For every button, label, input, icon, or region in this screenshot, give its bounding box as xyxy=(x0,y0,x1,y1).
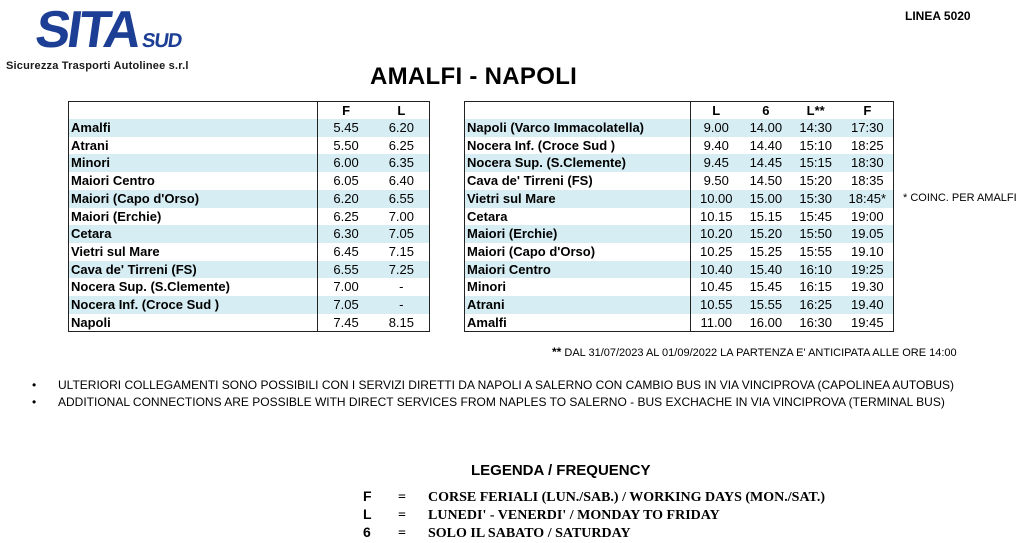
table-row xyxy=(69,314,430,332)
departure-time: 6.20 xyxy=(318,190,374,208)
departure-time: 15.55 xyxy=(742,296,790,314)
table-row xyxy=(69,137,430,155)
stop-name: Maiori Centro xyxy=(69,172,318,190)
departure-time: 10.00 xyxy=(690,190,742,208)
column-header xyxy=(465,102,691,120)
stop-name: Cetara xyxy=(69,225,318,243)
departure-time: 19:45 xyxy=(842,314,894,332)
departure-time: 15:10 xyxy=(790,137,842,155)
date-note xyxy=(552,345,957,359)
departure-time: 15:15 xyxy=(790,154,842,172)
departure-time: 19.40 xyxy=(842,296,894,314)
table-row xyxy=(69,154,430,172)
departure-time: 16.00 xyxy=(742,314,790,332)
sita-sud-logo xyxy=(6,1,216,74)
departure-time: 18:45* xyxy=(842,190,894,208)
legend-item xyxy=(363,487,825,505)
legend-item xyxy=(363,505,825,523)
stop-name: Maiori Centro xyxy=(465,261,691,279)
departure-time: 11.00 xyxy=(690,314,742,332)
table-row xyxy=(465,314,894,332)
stop-name: Vietri sul Mare xyxy=(465,190,691,208)
table-row xyxy=(465,154,894,172)
departure-time: 15.45 xyxy=(742,278,790,296)
table-row xyxy=(465,225,894,243)
departure-time: 15:45 xyxy=(790,208,842,226)
stop-name: Nocera Inf. (Croce Sud ) xyxy=(465,137,691,155)
departure-time: 7.00 xyxy=(374,208,430,226)
departure-time: 14.40 xyxy=(742,137,790,155)
table-row xyxy=(465,296,894,314)
table-row xyxy=(465,172,894,190)
table-row xyxy=(69,243,430,261)
departure-time: 19:00 xyxy=(842,208,894,226)
departure-time: 19.30 xyxy=(842,278,894,296)
connection-notes xyxy=(32,377,954,411)
legend-code: F xyxy=(363,488,372,504)
departure-time: 10.40 xyxy=(690,261,742,279)
logo-tagline: Sicurezza Trasporti Autolinee s.r.l xyxy=(6,60,189,72)
bullet: • xyxy=(32,378,37,392)
departure-time: 14.45 xyxy=(742,154,790,172)
stop-name: Amalfi xyxy=(69,119,318,137)
date-note-marker: ** xyxy=(552,345,562,359)
departure-time: 10.55 xyxy=(690,296,742,314)
legend-code: L xyxy=(363,506,372,522)
stop-name: Minori xyxy=(465,278,691,296)
departure-time: 15.15 xyxy=(742,208,790,226)
legend xyxy=(363,487,825,541)
departure-time: 14.50 xyxy=(742,172,790,190)
departure-time: 7.15 xyxy=(374,243,430,261)
departure-time: 15.00 xyxy=(742,190,790,208)
table-row xyxy=(69,296,430,314)
departure-time: 16:25 xyxy=(790,296,842,314)
departure-time: 19.10 xyxy=(842,243,894,261)
table-row xyxy=(69,190,430,208)
list-item xyxy=(32,377,954,394)
stop-name: Cava de' Tirreni (FS) xyxy=(465,172,691,190)
table-row xyxy=(465,190,894,208)
departure-time: 15:20 xyxy=(790,172,842,190)
departure-time: 5.50 xyxy=(318,137,374,155)
column-header: L** xyxy=(790,102,842,120)
departure-time: 15:30 xyxy=(790,190,842,208)
departure-time: 18:35 xyxy=(842,172,894,190)
stop-name: Maiori (Capo d'Orso) xyxy=(69,190,318,208)
table-row xyxy=(465,208,894,226)
departure-time: 8.15 xyxy=(374,314,430,332)
table-row xyxy=(69,208,430,226)
column-header: L xyxy=(690,102,742,120)
departure-time: 19.05 xyxy=(842,225,894,243)
departure-time: - xyxy=(374,296,430,314)
stop-name: Napoli xyxy=(69,314,318,332)
bullet: • xyxy=(32,395,37,409)
departure-time: 10.45 xyxy=(690,278,742,296)
departure-time: 7.45 xyxy=(318,314,374,332)
departure-time: 6.00 xyxy=(318,154,374,172)
departure-time: 15.25 xyxy=(742,243,790,261)
stop-name: Cetara xyxy=(465,208,691,226)
departure-time: 10.15 xyxy=(690,208,742,226)
bullet-text: ULTERIORI COLLEGAMENTI SONO POSSIBILI CON I SERVIZI DIRETTI DA NAPOLI A SALERNO CON CAMBIO BUS IN VIA VINCIPROVA (CAPOLINEA AUTOBUS) xyxy=(58,378,954,392)
departure-time: 6.35 xyxy=(374,154,430,172)
logo-sud: SUD xyxy=(140,30,183,52)
departure-time: 17:30 xyxy=(842,119,894,137)
legend-code: 6 xyxy=(363,524,371,540)
stop-name: Atrani xyxy=(465,296,691,314)
legend-item xyxy=(363,523,825,541)
departure-time: 6.40 xyxy=(374,172,430,190)
table-row xyxy=(69,261,430,279)
table-row xyxy=(465,261,894,279)
departure-time: 5.45 xyxy=(318,119,374,137)
stop-name: Cava de' Tirreni (FS) xyxy=(69,261,318,279)
departure-time: 18:25 xyxy=(842,137,894,155)
departure-time: 15:50 xyxy=(790,225,842,243)
table-row xyxy=(465,119,894,137)
column-header xyxy=(69,102,318,120)
table-header-row xyxy=(465,102,894,120)
table-row xyxy=(69,172,430,190)
column-header: F xyxy=(318,102,374,120)
departure-time: 14.00 xyxy=(742,119,790,137)
departure-time: 7.00 xyxy=(318,278,374,296)
departure-time: - xyxy=(374,278,430,296)
departure-time: 7.05 xyxy=(374,225,430,243)
stop-name: Vietri sul Mare xyxy=(69,243,318,261)
stop-name: Maiori (Erchie) xyxy=(465,225,691,243)
departure-time: 9.40 xyxy=(690,137,742,155)
list-item xyxy=(32,394,954,411)
table-row xyxy=(465,278,894,296)
departure-time: 18:30 xyxy=(842,154,894,172)
departure-time: 6.45 xyxy=(318,243,374,261)
coincidence-note: * COINC. PER AMALFI xyxy=(903,192,1017,204)
departure-time: 16:30 xyxy=(790,314,842,332)
stop-name: Maiori (Erchie) xyxy=(69,208,318,226)
legend-title: LEGENDA / FREQUENCY xyxy=(471,462,651,479)
column-header: 6 xyxy=(742,102,790,120)
departure-time: 10.20 xyxy=(690,225,742,243)
departure-time: 7.05 xyxy=(318,296,374,314)
legend-desc: LUNEDI' - VENERDI' / MONDAY TO FRIDAY xyxy=(428,508,720,523)
legend-desc: CORSE FERIALI (LUN./SAB.) / WORKING DAYS (MON./SAT.) xyxy=(428,490,825,505)
table-row xyxy=(69,119,430,137)
legend-desc: SOLO IL SABATO / SATURDAY xyxy=(428,526,631,541)
departure-time: 7.25 xyxy=(374,261,430,279)
departure-time: 9.00 xyxy=(690,119,742,137)
table-row xyxy=(465,243,894,261)
table-row xyxy=(69,225,430,243)
departure-time: 9.50 xyxy=(690,172,742,190)
legend-equals: = xyxy=(398,526,406,541)
table-row xyxy=(465,137,894,155)
bullet-text: ADDITIONAL CONNECTIONS ARE POSSIBLE WITH DIRECT SERVICES FROM NAPLES TO SALERNO - BUS EXCHACHE IN VIA VINCIPROVA (TERMINAL BUS) xyxy=(58,395,945,409)
stop-name: Maiori (Capo d'Orso) xyxy=(465,243,691,261)
stop-name: Nocera Sup. (S.Clemente) xyxy=(69,278,318,296)
departure-time: 6.55 xyxy=(318,261,374,279)
departure-time: 6.20 xyxy=(374,119,430,137)
departure-time: 16:15 xyxy=(790,278,842,296)
legend-equals: = xyxy=(398,508,406,523)
departure-time: 10.25 xyxy=(690,243,742,261)
route-title: AMALFI - NAPOLI xyxy=(370,63,578,90)
timetable-amalfi-napoli xyxy=(68,101,430,332)
table-row xyxy=(69,278,430,296)
departure-time: 15.40 xyxy=(742,261,790,279)
departure-time: 15.20 xyxy=(742,225,790,243)
stop-name: Napoli (Varco Immacolatella) xyxy=(465,119,691,137)
departure-time: 16:10 xyxy=(790,261,842,279)
stop-name: Nocera Inf. (Croce Sud ) xyxy=(69,296,318,314)
departure-time: 9.45 xyxy=(690,154,742,172)
departure-time: 6.25 xyxy=(318,208,374,226)
departure-time: 14:30 xyxy=(790,119,842,137)
legend-equals: = xyxy=(398,490,406,505)
column-header: F xyxy=(842,102,894,120)
departure-time: 15:55 xyxy=(790,243,842,261)
table-header-row xyxy=(69,102,430,120)
line-code: LINEA 5020 xyxy=(905,9,971,23)
departure-time: 6.05 xyxy=(318,172,374,190)
timetable-napoli-amalfi xyxy=(464,101,894,332)
departure-time: 19:25 xyxy=(842,261,894,279)
stop-name: Minori xyxy=(69,154,318,172)
stop-name: Atrani xyxy=(69,137,318,155)
departure-time: 6.25 xyxy=(374,137,430,155)
stop-name: Nocera Sup. (S.Clemente) xyxy=(465,154,691,172)
column-header: L xyxy=(374,102,430,120)
date-note-text: DAL 31/07/2023 AL 01/09/2022 LA PARTENZA E' ANTICIPATA ALLE ORE 14:00 xyxy=(564,347,957,359)
departure-time: 6.30 xyxy=(318,225,374,243)
stop-name: Amalfi xyxy=(465,314,691,332)
departure-time: 6.55 xyxy=(374,190,430,208)
logo-wordmark: SITA xyxy=(31,1,143,59)
